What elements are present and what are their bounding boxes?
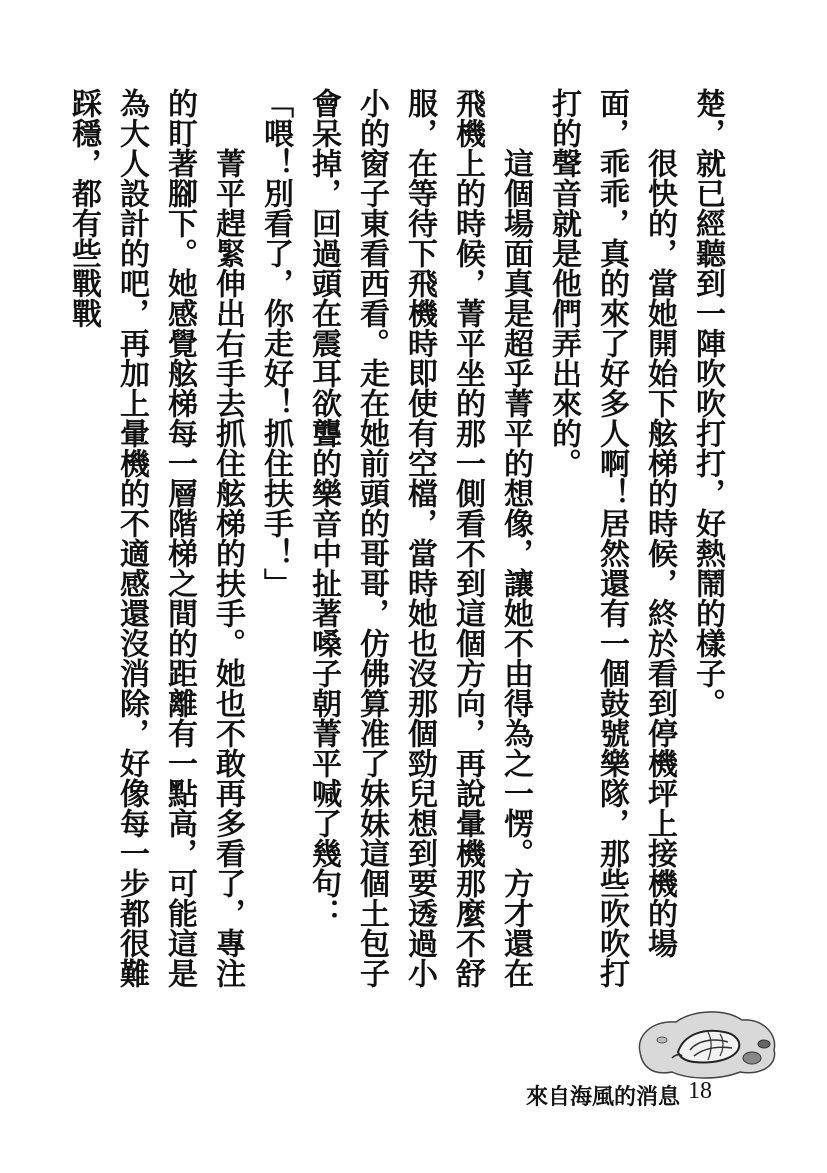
shell-icon (632, 1000, 782, 1080)
paragraph-2: 很快的，當她開始下舷梯的時候，終於看到停機坪上接機的場面，乖乖，真的來了好多人啊！居然還有一個鼓號樂隊，那些吹吹打打的聲音就是他們弄出來的。 (546, 88, 677, 988)
paragraph-4: 菁平趕緊伸出右手去抓住舷梯的扶手。她也不敢再多看了，專注的盯著腳下。她感覺舷梯每一層階梯之間的距離有一點高，可能這是為大人設計的吧，再加上暈機的不適感還沒消除，好像每一步都很難踩穩，都有些戰戰 (66, 88, 245, 988)
paragraph-3: 這個場面真是超乎菁平的想像，讓她不由得為之一愣。方才還在飛機上的時候，菁平坐的那一側看不到這個方向，再說暈機那麼不舒服，在等待下飛機時即使有空檔，當時她也沒那個勁兒想到要透過小小的窗子東看西看。走在她前頭的哥哥，仿佛算准了妹妹這個土包子會呆掉，回過頭在震耳欲聾的樂音中扯著嗓子朝菁平喊了幾句：「喂！別看了，你走好！抓住扶手！」 (258, 88, 533, 988)
vertical-text-body (59, 88, 731, 988)
page-number: 18 (688, 1078, 712, 1104)
paragraph-1: 楚，就已經聽到一陣吹吹打打，好熱鬧的樣子。 (690, 88, 725, 718)
running-footer-title: 來自海風的消息 (526, 1084, 681, 1110)
